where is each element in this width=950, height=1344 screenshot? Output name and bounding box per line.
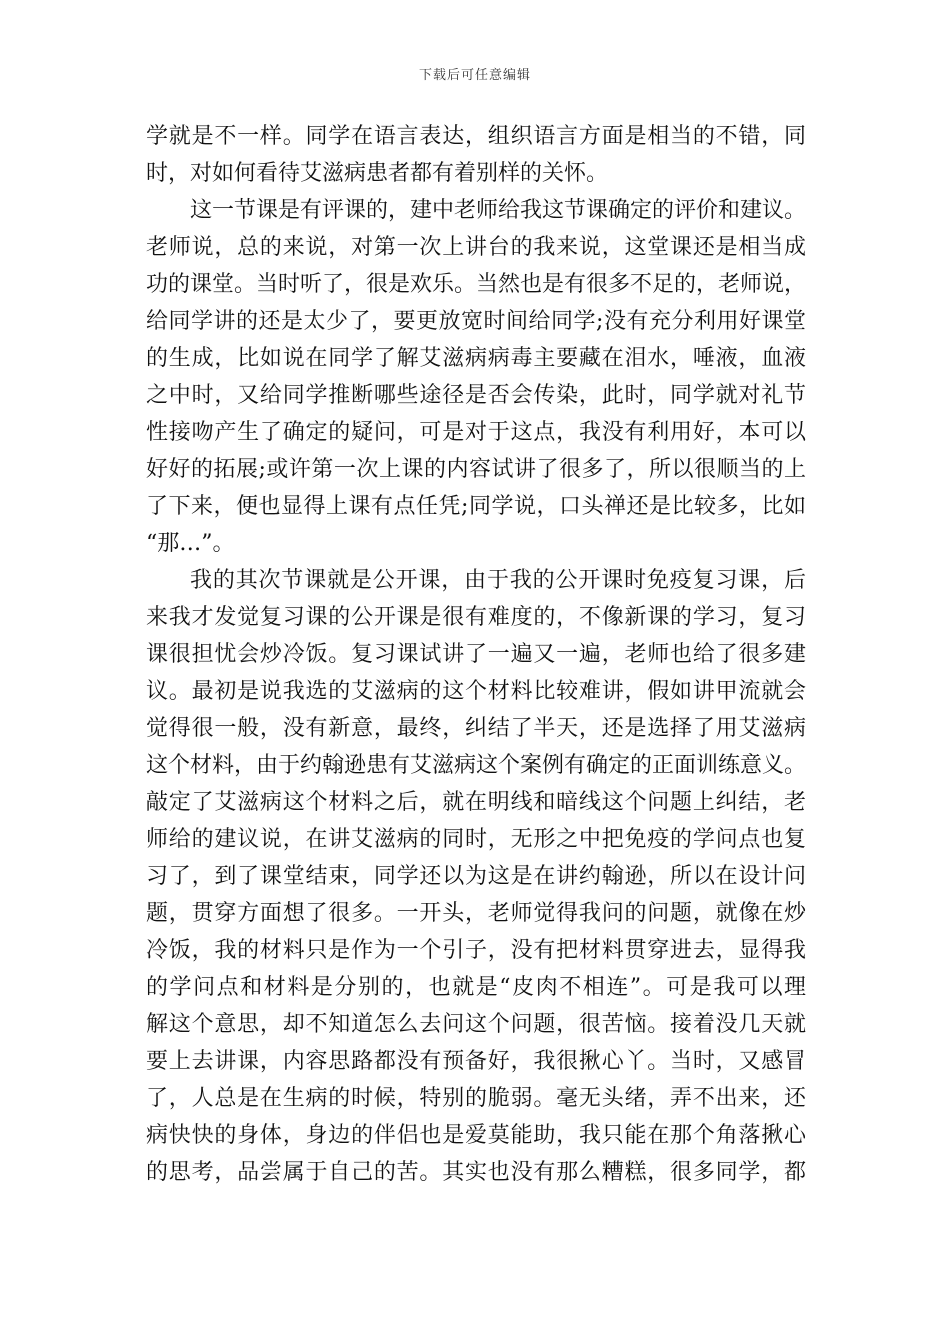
text-line: 题，贯穿方面想了很多。一开头，老师觉得我问的问题，就像在炒 bbox=[146, 901, 806, 926]
text-line: 来我才发觉复习课的公开课是很有难度的，不像新课的学习，复习 bbox=[146, 605, 806, 630]
text-line: 了，人总是在生病的时候，特别的脆弱。毫无头绪，弄不出来，还 bbox=[146, 1086, 806, 1111]
text-line: 性接吻产生了确定的疑问，可是对于这点，我没有利用好，本可以 bbox=[146, 420, 806, 445]
text-line: 要上去讲课，内容思路都没有预备好，我很揪心丫。当时，又感冒 bbox=[146, 1049, 806, 1074]
text-line: 冷饭，我的材料只是作为一个引子，没有把材料贯穿进去，显得我 bbox=[146, 938, 806, 963]
text-line: 的生成，比如说在同学了解艾滋病病毒主要藏在泪水，唾液，血液 bbox=[146, 346, 806, 371]
text-line: 的思考，品尝属于自己的苦。其实也没有那么糟糕，很多同学，都 bbox=[146, 1160, 806, 1185]
text-line: 了下来，便也显得上课有点任凭;同学说，口头禅还是比较多，比如 bbox=[146, 494, 806, 519]
paragraph-2 bbox=[146, 192, 806, 562]
text-line: 时，对如何看待艾滋病患者都有着别样的关怀。 bbox=[146, 161, 609, 186]
document-body bbox=[146, 118, 806, 1191]
text-line: 觉得很一般，没有新意，最终，纠结了半天，还是选择了用艾滋病 bbox=[146, 716, 806, 741]
paragraph-3 bbox=[146, 562, 806, 1191]
text-line: 敲定了艾滋病这个材料之后，就在明线和暗线这个问题上纠结，老 bbox=[146, 790, 806, 815]
text-line: 师给的建议说，在讲艾滋病的同时，无形之中把免疫的学问点也复 bbox=[146, 827, 806, 852]
text-line: 解这个意思，却不知道怎么去问这个问题，很苦恼。接着没几天就 bbox=[146, 1012, 806, 1037]
text-line: 我的其次节课就是公开课，由于我的公开课时免疫复习课，后 bbox=[190, 568, 806, 593]
text-line: 病快快的身体，身边的伴侣也是爱莫能助，我只能在那个角落揪心 bbox=[146, 1123, 806, 1148]
text-line: 习了，到了课堂结束，同学还以为这是在讲约翰逊，所以在设计问 bbox=[146, 864, 806, 889]
text-line: 学就是不一样。同学在语言表达，组织语言方面是相当的不错，同 bbox=[146, 124, 806, 149]
text-line: 议。最初是说我选的艾滋病的这个材料比较难讲，假如讲甲流就会 bbox=[146, 679, 806, 704]
text-line: “那…”。 bbox=[146, 531, 235, 556]
text-line: 老师说，总的来说，对第一次上讲台的我来说，这堂课还是相当成 bbox=[146, 235, 806, 260]
text-line: 课很担忧会炒冷饭。复习课试讲了一遍又一遍，老师也给了很多建 bbox=[146, 642, 806, 667]
text-line: 的学问点和材料是分别的，也就是“皮肉不相连”。可是我可以理 bbox=[146, 975, 806, 1000]
text-line: 好好的拓展;或许第一次上课的内容试讲了很多了，所以很顺当的上 bbox=[146, 457, 806, 482]
text-line: 功的课堂。当时听了，很是欢乐。当然也是有很多不足的，老师说， bbox=[146, 272, 807, 297]
text-line: 这个材料，由于约翰逊患有艾滋病这个案例有确定的正面训练意义。 bbox=[146, 753, 807, 778]
text-line: 之中时，又给同学推断哪些途径是否会传染，此时，同学就对礼节 bbox=[146, 383, 806, 408]
text-line: 给同学讲的还是太少了，要更放宽时间给同学;没有充分利用好课堂 bbox=[146, 309, 806, 334]
paragraph-1 bbox=[146, 118, 806, 192]
page-header: 下载后可任意编辑 bbox=[418, 68, 531, 83]
text-line: 这一节课是有评课的，建中老师给我这节课确定的评价和建议。 bbox=[190, 198, 807, 223]
